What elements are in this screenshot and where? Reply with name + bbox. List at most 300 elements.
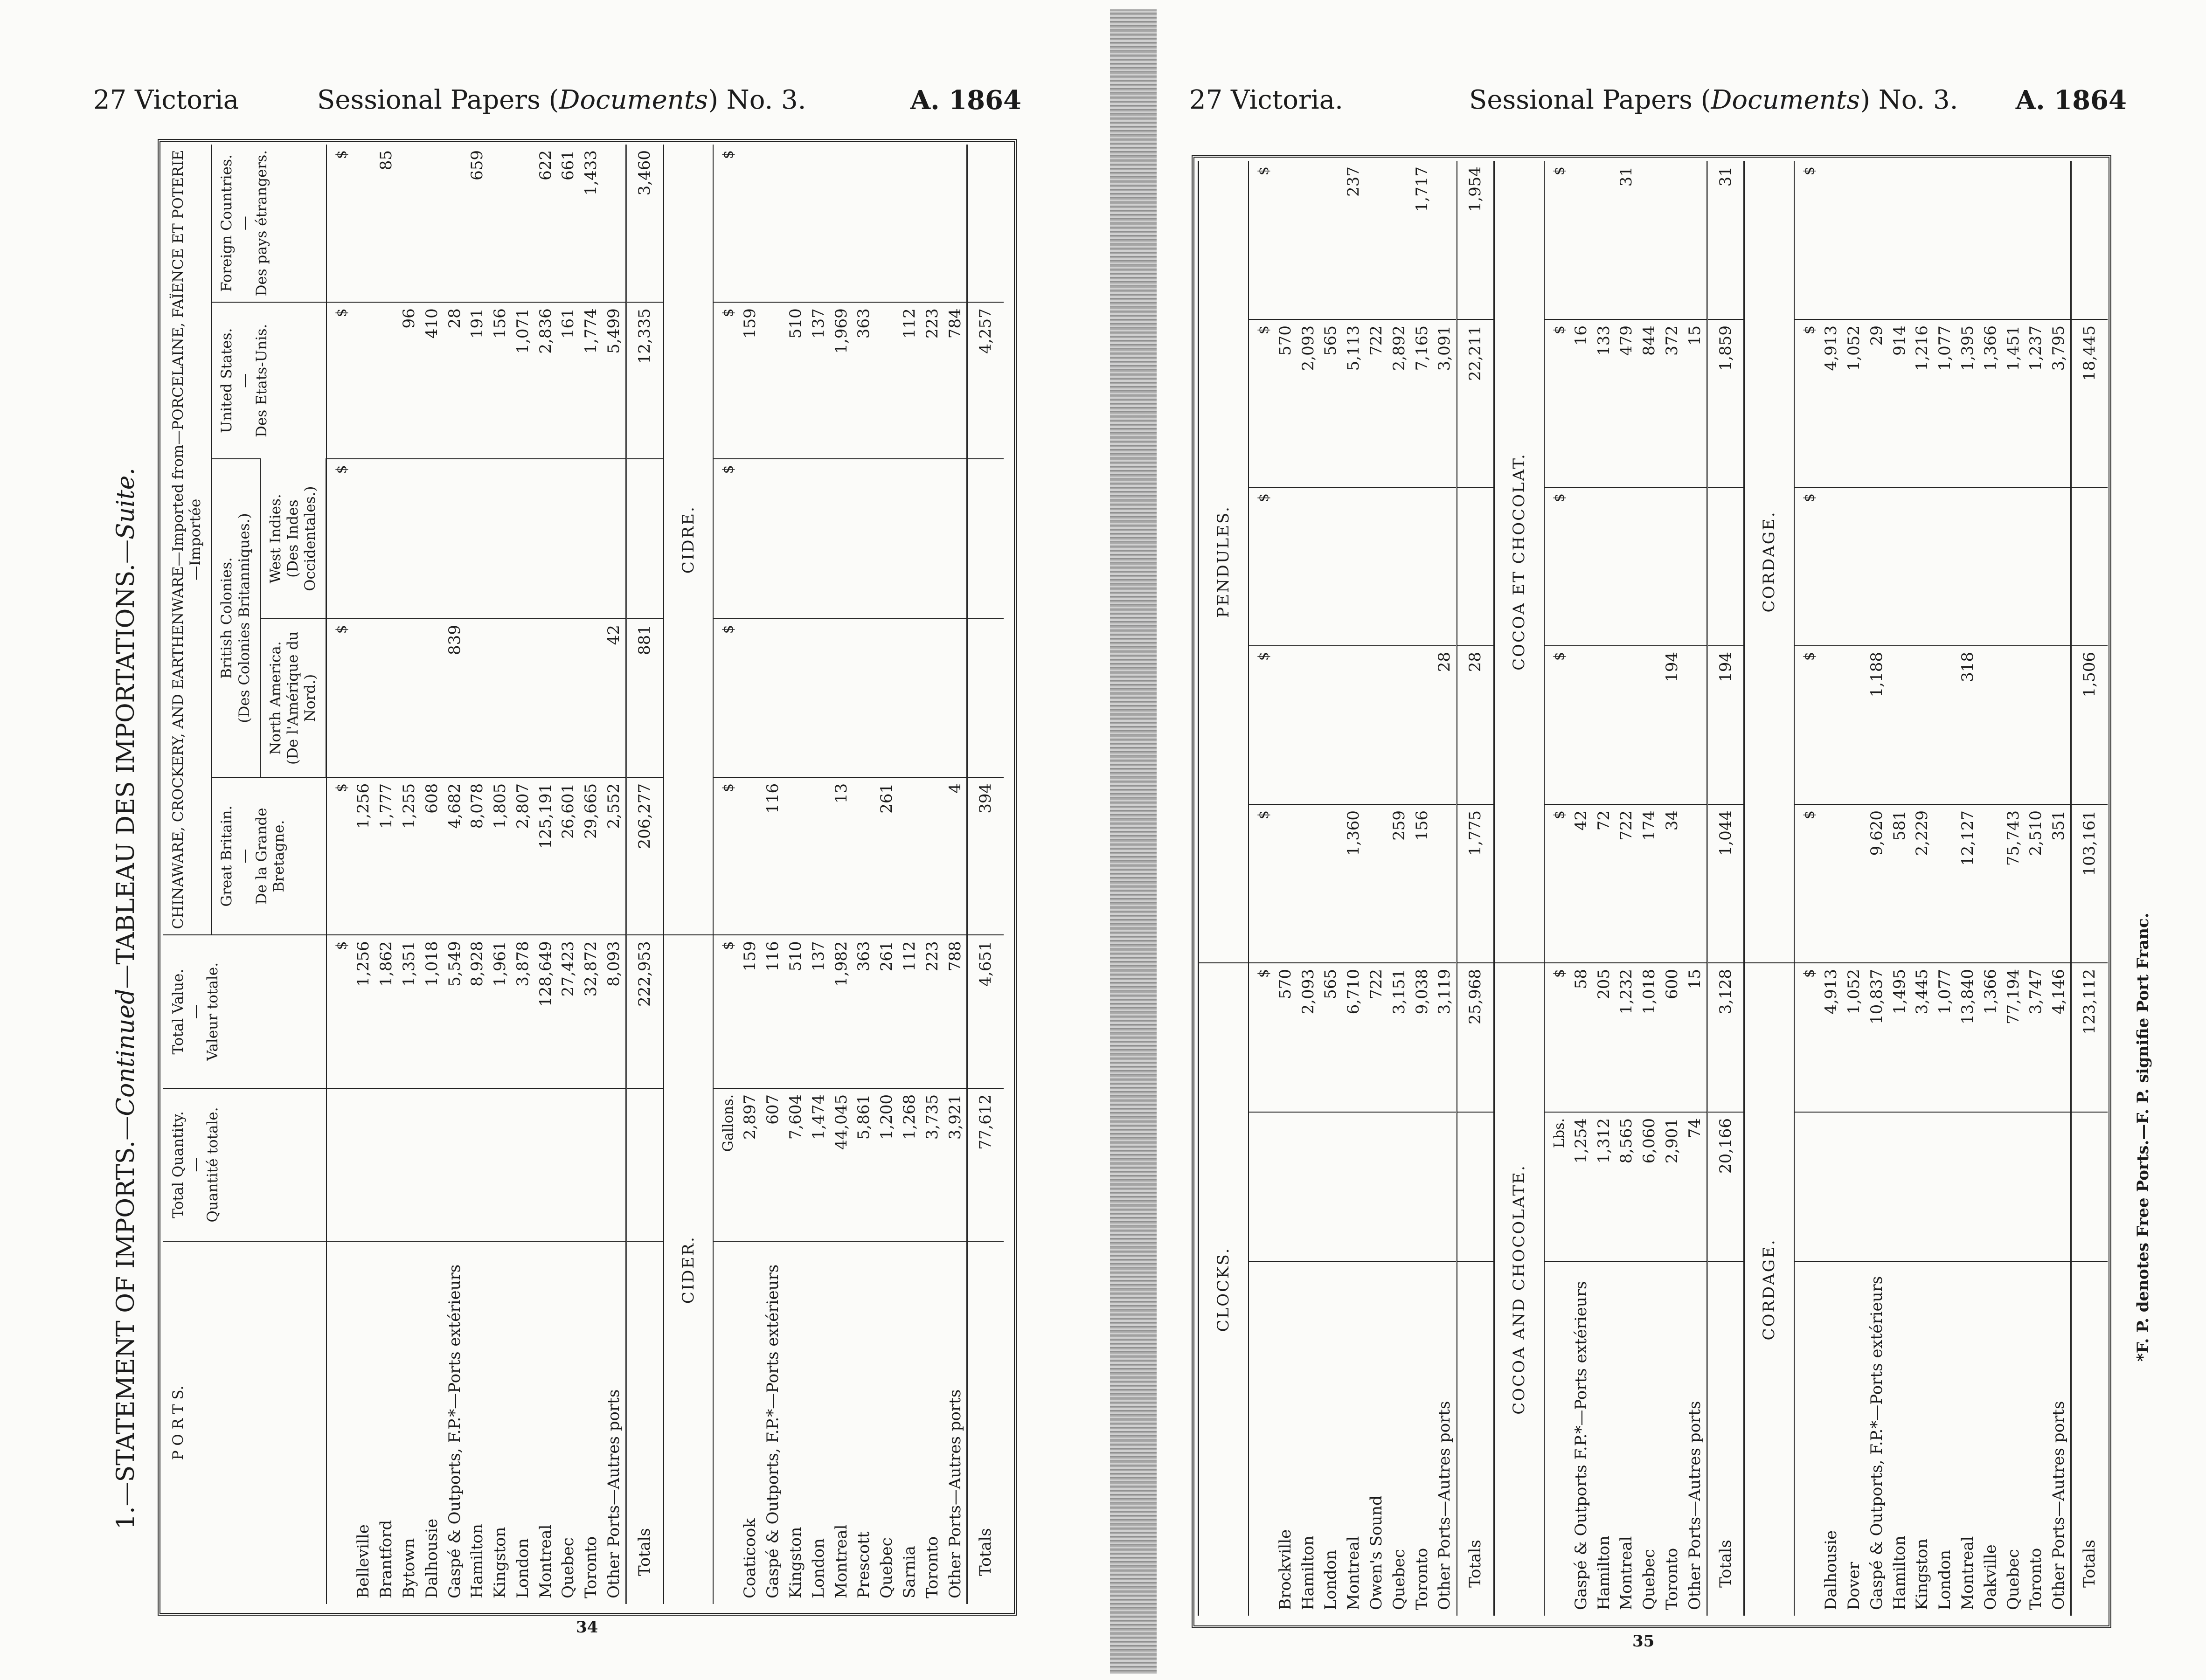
year-label: A. 1864 <box>910 85 1021 116</box>
value-cell: 161 <box>557 302 580 459</box>
value-cell <box>921 145 944 302</box>
value-cell: 77,194 <box>2002 963 2025 1112</box>
value-cell: 1,451 <box>2002 319 2025 487</box>
value-cell: 191 <box>466 302 489 459</box>
value-cell: $ <box>326 777 353 935</box>
value-cell <box>1979 646 2002 804</box>
value-cell: 479 <box>1615 319 1638 487</box>
value-cell <box>1638 646 1661 804</box>
table-row <box>1274 161 1297 1616</box>
value-cell: 3,795 <box>2047 319 2071 487</box>
unit-row <box>1794 161 1820 1616</box>
unit-row <box>1544 161 1570 1616</box>
port-cell: Montreal <box>534 1241 557 1604</box>
value-cell: $ <box>1794 487 1820 646</box>
value-cell: 581 <box>1888 804 1911 963</box>
value-cell <box>512 1088 534 1241</box>
value-cell: 137 <box>807 302 830 459</box>
cocoa-heading-row <box>1494 161 1544 1616</box>
value-cell: $ <box>1249 804 1274 963</box>
value-cell <box>466 1088 489 1241</box>
value-cell <box>1638 487 1661 646</box>
value-cell: 137 <box>807 935 830 1088</box>
port-cell: Other Ports—Autres ports <box>2047 1261 2071 1616</box>
value-cell: $ <box>326 459 353 619</box>
value-cell: 510 <box>784 935 807 1088</box>
table-row <box>1342 161 1365 1616</box>
value-cell <box>2047 1112 2071 1261</box>
value-cell <box>626 1088 663 1241</box>
value-cell: 510 <box>784 302 807 459</box>
value-cell <box>626 459 663 619</box>
value-cell <box>580 619 603 777</box>
value-cell <box>1911 646 1934 804</box>
value-cell <box>557 459 580 619</box>
value-cell <box>784 145 807 302</box>
value-cell <box>830 459 853 619</box>
port-cell: Brockville <box>1274 1261 1297 1616</box>
value-cell: $ <box>326 935 353 1088</box>
value-cell: 3,119 <box>1433 963 1457 1112</box>
table-row <box>466 145 489 1604</box>
value-cell <box>830 145 853 302</box>
value-cell <box>762 145 784 302</box>
port-cell: Gaspé & Outports, F.P.*—Ports extérieurs <box>444 1241 466 1604</box>
value-cell <box>534 459 557 619</box>
value-cell <box>762 619 784 777</box>
cordage-heading-row <box>1744 161 1794 1616</box>
value-cell: 22,211 <box>1457 319 1494 487</box>
value-cell: 1,254 <box>1570 1112 1593 1261</box>
port-cell: Hamilton <box>466 1241 489 1604</box>
table-row <box>1615 161 1638 1616</box>
value-cell <box>375 1088 398 1241</box>
value-cell <box>1843 646 1866 804</box>
port-cell: Montreal <box>1342 1261 1365 1616</box>
value-cell: 1,474 <box>807 1088 830 1241</box>
value-cell <box>1820 1112 1843 1261</box>
value-cell <box>1979 804 2002 963</box>
value-cell: $ <box>720 150 737 159</box>
value-cell <box>1274 646 1297 804</box>
value-cell <box>1707 487 1744 646</box>
value-cell <box>1866 1112 1888 1261</box>
value-cell: 12,335 <box>626 302 663 459</box>
table-row <box>557 145 580 1604</box>
value-cell <box>2002 487 2025 646</box>
value-cell <box>1433 1112 1457 1261</box>
value-cell <box>1388 487 1411 646</box>
value-cell <box>489 145 512 302</box>
table-row <box>2047 161 2071 1616</box>
value-cell: $ <box>1794 804 1820 963</box>
value-cell: $ <box>713 619 739 777</box>
value-cell <box>444 1088 466 1241</box>
value-cell <box>398 145 421 302</box>
value-cell: 1,774 <box>580 302 603 459</box>
running-head-left <box>93 82 1021 119</box>
value-cell: 123,112 <box>2071 963 2107 1112</box>
value-cell <box>352 459 375 619</box>
value-cell: 237 <box>1344 166 1363 197</box>
value-cell <box>2071 161 2107 319</box>
value-cell: 261 <box>875 935 898 1088</box>
value-cell: 5,113 <box>1342 319 1365 487</box>
clocks-heading-fr: PENDULES. <box>1199 161 1249 963</box>
value-cell <box>1638 161 1661 319</box>
table-row <box>444 145 466 1604</box>
value-cell <box>1820 646 1843 804</box>
table-row <box>1866 161 1888 1616</box>
col-north-america: North America. (De l'Amérique du Nord.) <box>260 619 326 777</box>
totals-row <box>1707 161 1744 1616</box>
value-cell <box>1433 804 1457 963</box>
value-cell: 1,360 <box>1342 804 1365 963</box>
value-cell: 174 <box>1638 804 1661 963</box>
value-cell: 3,460 <box>626 145 663 302</box>
value-cell: 3,091 <box>1433 319 1457 487</box>
value-cell: $ <box>1249 646 1274 804</box>
value-cell <box>375 302 398 459</box>
value-cell <box>444 459 466 619</box>
sessional-papers-label-right: Sessional Papers (Documents) No. 3. <box>1469 85 1958 115</box>
value-cell: 16 <box>1570 319 1593 487</box>
port-cell: Other Ports—Autres ports <box>603 1241 626 1604</box>
value-cell: 1,256 <box>352 777 375 935</box>
sessional-papers-label: Sessional Papers (Documents) No. 3. <box>317 85 806 115</box>
value-cell <box>1274 487 1297 646</box>
cider-heading-row <box>663 145 713 1604</box>
value-cell <box>1457 1112 1494 1261</box>
value-cell <box>739 459 762 619</box>
chinaware-section <box>326 145 663 1604</box>
port-cell: Toronto <box>580 1241 603 1604</box>
page-number-right: 35 <box>1632 1632 1655 1651</box>
port-cell: Gaspé & Outports, F.P.*—Ports extérieurs <box>762 1241 784 1604</box>
value-cell: 116 <box>762 777 784 935</box>
value-cell: 205 <box>1593 963 1616 1112</box>
value-cell <box>1365 646 1388 804</box>
value-cell: $ <box>1801 166 1818 176</box>
port-cell: Oakville <box>1979 1261 2002 1616</box>
table-row <box>944 145 967 1604</box>
value-cell <box>512 619 534 777</box>
value-cell <box>1411 487 1434 646</box>
value-cell: 659 <box>468 150 487 180</box>
unit-row <box>713 145 739 1604</box>
value-cell <box>1888 161 1911 319</box>
table-row <box>580 145 603 1604</box>
value-cell: 410 <box>421 302 444 459</box>
value-cell: $ <box>1544 487 1570 646</box>
value-cell <box>784 777 807 935</box>
port-cell: Toronto <box>921 1241 944 1604</box>
value-cell: 1,237 <box>2025 319 2047 487</box>
table-row <box>352 145 375 1604</box>
value-cell: 8,565 <box>1615 1112 1638 1261</box>
table-row <box>421 145 444 1604</box>
value-cell: 363 <box>853 935 875 1088</box>
value-cell: 570 <box>1274 963 1297 1112</box>
value-cell: 1,982 <box>830 935 853 1088</box>
port-cell: Gaspé & Outports, F.P.*—Ports extérieurs <box>1866 1261 1888 1616</box>
unit-row <box>326 145 353 1604</box>
col-united-states: United States. — Des Etats-Unis. <box>211 302 326 459</box>
cordage-heading-fr: CORDAGE. <box>1744 161 1794 963</box>
port-cell: Montreal <box>830 1241 853 1604</box>
port-cell: Kingston <box>489 1241 512 1604</box>
value-cell: 96 <box>398 302 421 459</box>
port-cell: Bytown <box>398 1241 421 1604</box>
value-cell: $ <box>713 459 739 619</box>
value-cell <box>1888 1112 1911 1261</box>
port-cell <box>1794 1261 1820 1616</box>
value-cell <box>534 1088 557 1241</box>
value-cell <box>375 459 398 619</box>
value-cell: $ <box>1544 804 1570 963</box>
value-cell: 2,836 <box>534 302 557 459</box>
value-cell <box>1433 161 1457 319</box>
value-cell <box>967 459 1004 619</box>
session-label: 27 Victoria <box>93 85 239 115</box>
value-cell <box>1934 804 1956 963</box>
value-cell <box>489 619 512 777</box>
value-cell <box>1297 804 1320 963</box>
value-cell: 194 <box>1707 646 1744 804</box>
value-cell: 839 <box>444 619 466 777</box>
value-cell: 4,651 <box>967 935 1004 1088</box>
value-cell <box>967 619 1004 777</box>
value-cell: 1,268 <box>898 1088 921 1241</box>
port-cell: Kingston <box>784 1241 807 1604</box>
value-cell: 20,166 <box>1707 1112 1744 1261</box>
cocoa-heading-fr: COCOA ET CHOCOLAT. <box>1494 161 1544 963</box>
value-cell <box>1274 804 1297 963</box>
value-cell: 1,717 <box>1412 166 1431 212</box>
value-cell <box>421 1088 444 1241</box>
value-cell <box>1593 487 1616 646</box>
table-row <box>1888 161 1911 1616</box>
value-cell <box>2002 1112 2025 1261</box>
value-cell <box>1388 646 1411 804</box>
value-cell: $ <box>1794 963 1820 1112</box>
value-cell: 1,506 <box>2071 646 2107 804</box>
port-cell: Toronto <box>2025 1261 2047 1616</box>
value-cell: 1,859 <box>1707 319 1744 487</box>
col-great-britain: Great Britain. — De la Grande Bretagne. <box>211 777 326 935</box>
value-cell <box>1593 161 1616 319</box>
value-cell <box>1888 487 1911 646</box>
value-cell: 3,128 <box>1707 963 1744 1112</box>
value-cell: 112 <box>898 302 921 459</box>
table-row <box>2025 161 2047 1616</box>
table-row <box>739 145 762 1604</box>
value-cell: 28 <box>1457 646 1494 804</box>
value-cell: 1,071 <box>512 302 534 459</box>
value-cell: 9,038 <box>1411 963 1434 1112</box>
value-cell: 844 <box>1638 319 1661 487</box>
value-cell: 77,612 <box>967 1088 1004 1241</box>
value-cell <box>944 619 967 777</box>
value-cell: 3,921 <box>944 1088 967 1241</box>
value-cell <box>1297 487 1320 646</box>
value-cell <box>1319 646 1342 804</box>
cordage-section <box>1794 161 2108 1616</box>
value-cell: 3,445 <box>1911 963 1934 1112</box>
value-cell <box>398 459 421 619</box>
value-cell <box>1979 1112 2002 1261</box>
port-cell: London <box>512 1241 534 1604</box>
table-row <box>1319 161 1342 1616</box>
value-cell <box>1911 1112 1934 1261</box>
table-row <box>1297 161 1320 1616</box>
value-cell: 1,232 <box>1615 963 1638 1112</box>
value-cell <box>1274 161 1297 319</box>
value-cell: 881 <box>626 619 663 777</box>
value-cell <box>2002 646 2025 804</box>
value-cell <box>921 459 944 619</box>
value-cell <box>1888 646 1911 804</box>
value-cell: 112 <box>898 935 921 1088</box>
value-cell: 1,018 <box>421 935 444 1088</box>
value-cell: 58 <box>1570 963 1593 1112</box>
port-cell <box>326 1241 353 1604</box>
value-cell: 75,743 <box>2002 804 2025 963</box>
value-cell <box>1934 161 1956 319</box>
value-cell <box>875 145 898 302</box>
value-cell <box>739 777 762 935</box>
value-cell <box>557 1088 580 1241</box>
value-cell <box>352 1088 375 1241</box>
value-cell: 2,229 <box>1911 804 1934 963</box>
value-cell: 128,649 <box>534 935 557 1088</box>
value-cell: 9,620 <box>1866 804 1888 963</box>
value-cell <box>807 777 830 935</box>
value-cell <box>1365 161 1388 319</box>
statement-title: 1.—STATEMENT OF IMPORTS.—Continued—TABLEAU DES IMPORTATIONS.—Suite. <box>112 468 140 1529</box>
port-cell: Sarnia <box>898 1241 921 1604</box>
port-cell: Totals <box>2071 1261 2107 1616</box>
table-row <box>1570 161 1593 1616</box>
value-cell <box>898 777 921 935</box>
value-cell <box>1979 161 2002 319</box>
value-cell <box>580 1088 603 1241</box>
port-cell: Dalhousie <box>421 1241 444 1604</box>
table-row <box>489 145 512 1604</box>
value-cell: 72 <box>1593 804 1616 963</box>
value-cell <box>1297 161 1320 319</box>
value-cell: $ <box>1249 963 1274 1112</box>
value-cell <box>1956 161 1979 319</box>
table-row <box>1684 161 1707 1616</box>
value-cell: 4,913 <box>1820 963 1843 1112</box>
value-cell <box>830 619 853 777</box>
table-row <box>1638 161 1661 1616</box>
port-cell: Hamilton <box>1888 1261 1911 1616</box>
book-gutter <box>1110 9 1157 1674</box>
value-cell <box>967 145 1004 302</box>
value-cell <box>921 777 944 935</box>
cider-heading: CIDER. <box>663 935 713 1604</box>
value-cell: 2,552 <box>603 777 626 935</box>
value-cell: 622 <box>536 150 555 180</box>
port-cell: London <box>1934 1261 1956 1616</box>
value-cell: 1,044 <box>1707 804 1744 963</box>
value-cell: 7,604 <box>784 1088 807 1241</box>
value-cell: 784 <box>944 302 967 459</box>
value-cell: $ <box>713 302 739 459</box>
value-cell <box>1684 646 1707 804</box>
session-label-right: 27 Victoria. <box>1189 85 1343 115</box>
value-cell <box>807 459 830 619</box>
value-cell: 1,216 <box>1911 319 1934 487</box>
value-cell: 394 <box>967 777 1004 935</box>
table-row <box>1433 161 1457 1616</box>
value-cell: 34 <box>1661 804 1684 963</box>
value-cell: 3,747 <box>2025 963 2047 1112</box>
value-cell: 608 <box>421 777 444 935</box>
value-cell <box>421 619 444 777</box>
table-row <box>1661 161 1684 1616</box>
col-foreign-countries: Foreign Countries. — Des pays étrangers. <box>211 145 326 302</box>
value-cell <box>1794 1112 1820 1261</box>
value-cell <box>2025 1112 2047 1261</box>
table-row <box>1820 161 1843 1616</box>
value-cell <box>853 619 875 777</box>
clocks-section <box>1249 161 1494 1616</box>
value-cell: 4,913 <box>1820 319 1843 487</box>
value-cell <box>326 1088 353 1241</box>
totals-row <box>1457 161 1494 1616</box>
value-cell <box>1570 646 1593 804</box>
value-cell <box>1342 646 1365 804</box>
value-cell <box>603 1088 626 1241</box>
value-cell: 133 <box>1593 319 1616 487</box>
port-cell: Quebec <box>2002 1261 2025 1616</box>
value-cell: 1,433 <box>582 150 601 196</box>
value-cell: 156 <box>489 302 512 459</box>
value-cell: 259 <box>1388 804 1411 963</box>
table-row <box>2002 161 2025 1616</box>
value-cell <box>1365 487 1388 646</box>
value-cell: $ <box>333 150 350 159</box>
value-cell: 194 <box>1661 646 1684 804</box>
port-cell: Quebec <box>1638 1261 1661 1616</box>
value-cell: 1,200 <box>875 1088 898 1241</box>
table-row <box>1411 161 1434 1616</box>
value-cell: 26,601 <box>557 777 580 935</box>
value-cell: 223 <box>921 935 944 1088</box>
port-cell: Other Ports—Autres ports <box>1433 1261 1457 1616</box>
value-cell <box>2071 1112 2107 1261</box>
value-cell <box>1911 161 1934 319</box>
value-cell: 2,510 <box>2025 804 2047 963</box>
value-cell: 116 <box>762 935 784 1088</box>
value-cell <box>1593 646 1616 804</box>
value-cell <box>2047 487 2071 646</box>
value-cell <box>739 145 762 302</box>
value-cell <box>898 459 921 619</box>
cider-section <box>713 145 1004 1604</box>
value-cell <box>2025 646 2047 804</box>
value-cell: 15 <box>1684 319 1707 487</box>
value-cell <box>853 459 875 619</box>
clocks-heading: CLOCKS. <box>1199 963 1249 1616</box>
value-cell: 5,499 <box>603 302 626 459</box>
table-row <box>853 145 875 1604</box>
value-cell: 18,445 <box>2071 319 2107 487</box>
value-cell: 2,901 <box>1661 1112 1684 1261</box>
